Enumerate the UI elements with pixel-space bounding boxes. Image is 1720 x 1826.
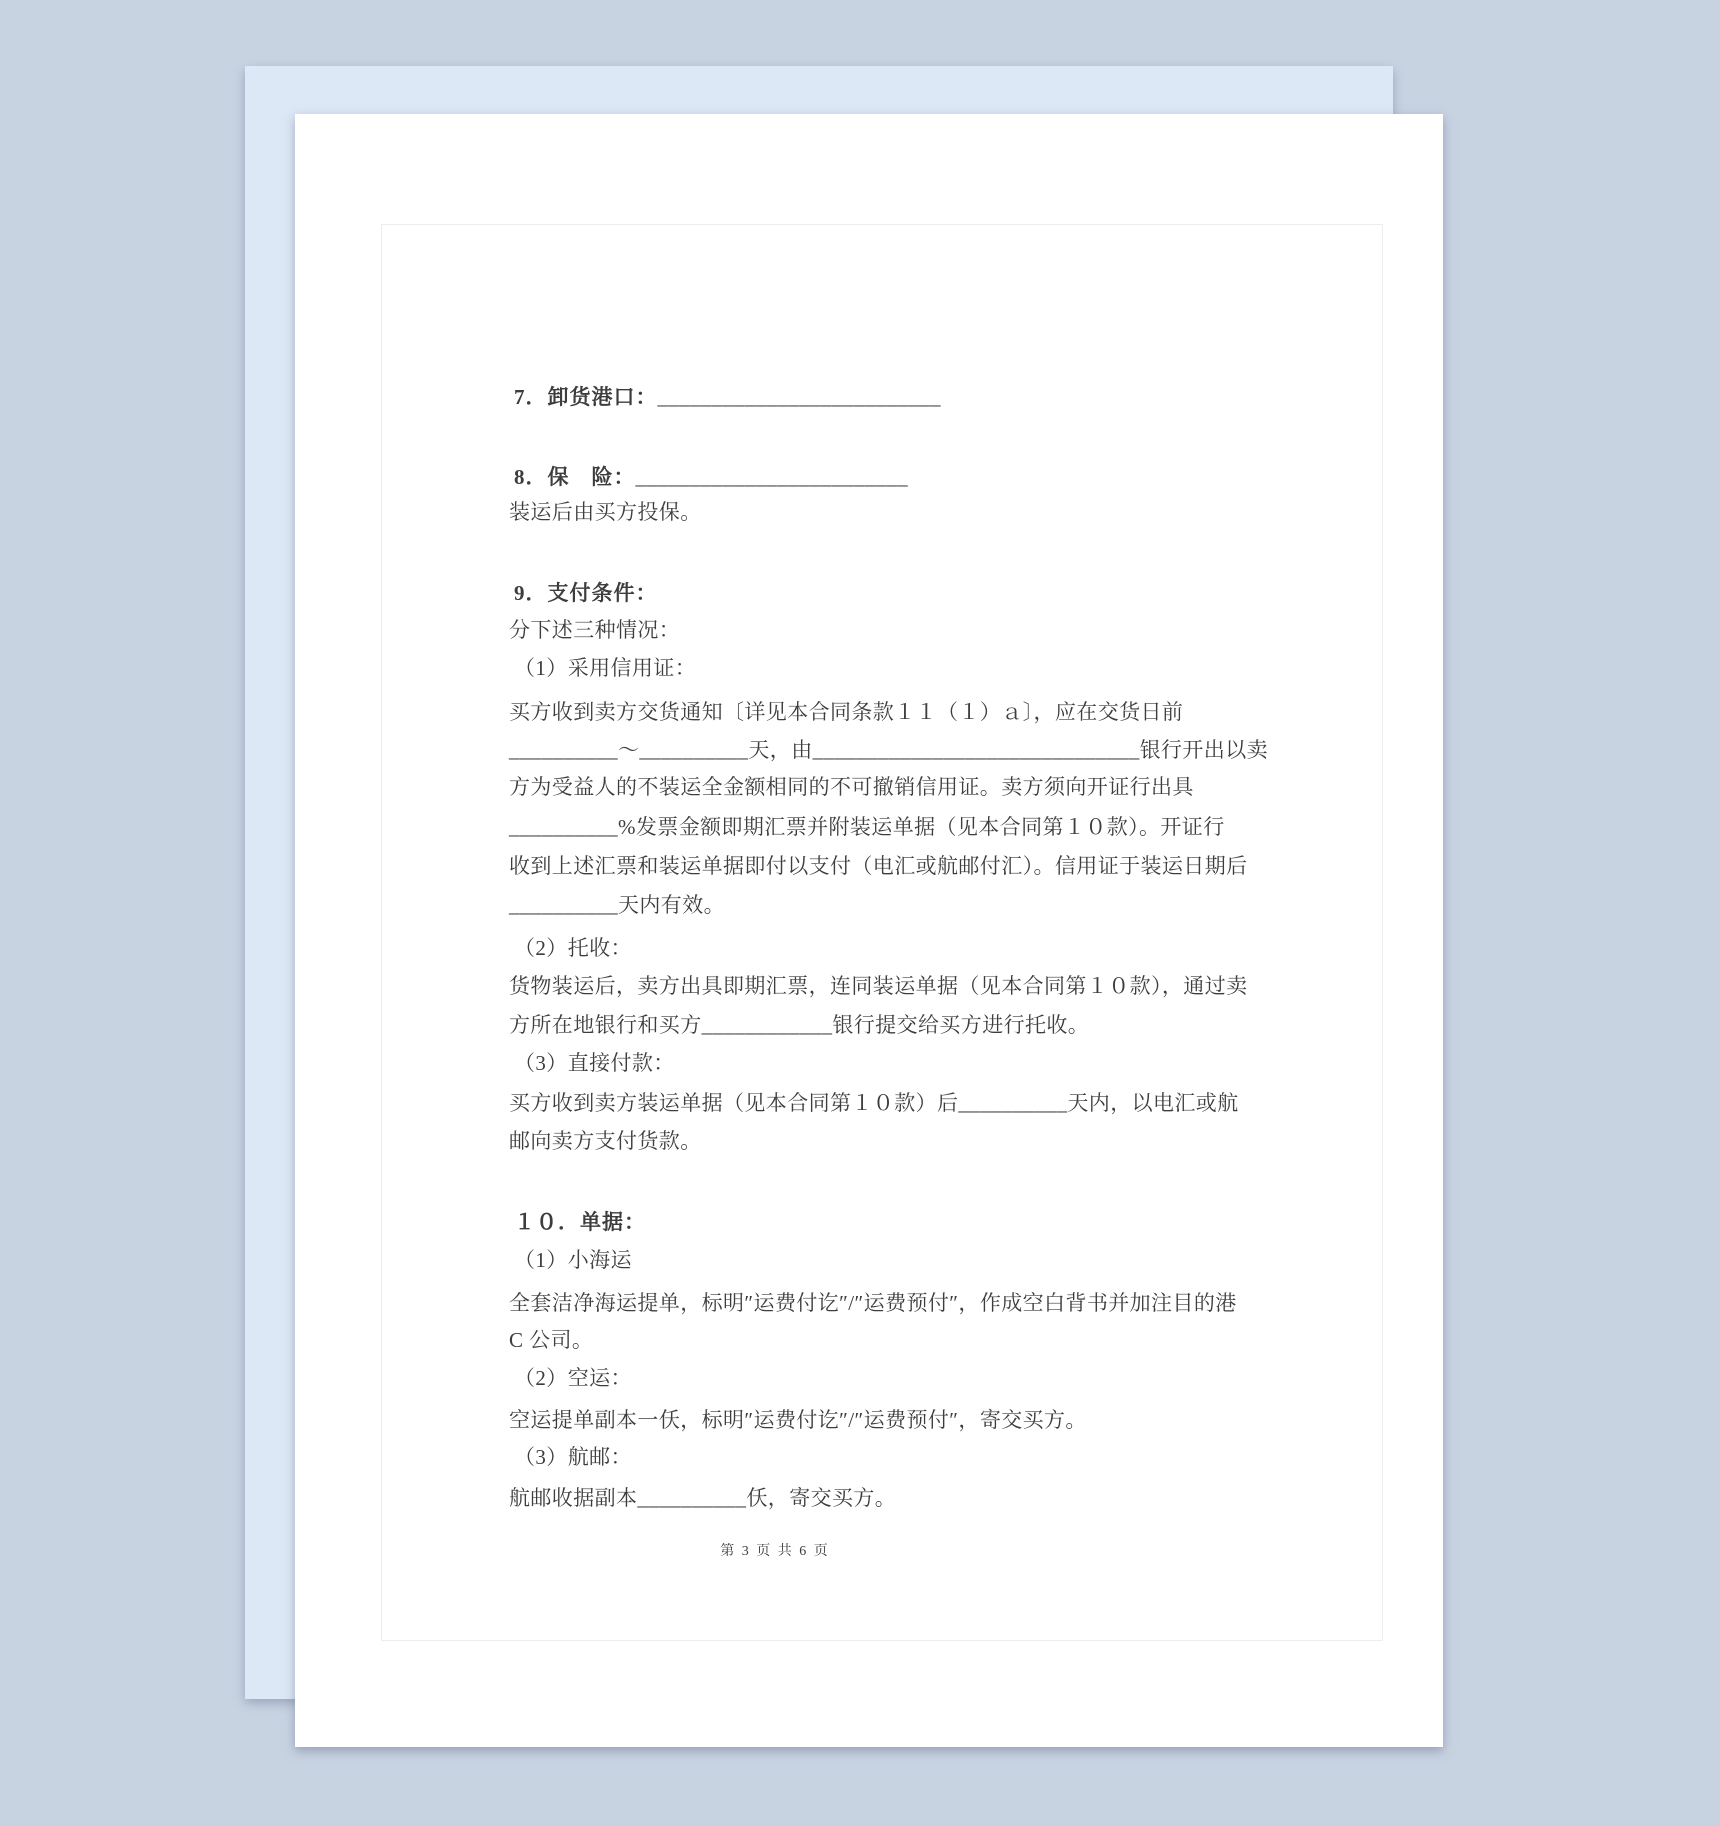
clause-8-blank: _________________________	[635, 465, 908, 489]
lc-para-line-5	[509, 851, 1248, 881]
line-text: （3）航邮：	[514, 1445, 632, 1469]
line-text: C 公司。	[509, 1328, 594, 1352]
line-text: 航邮收据副本__________仸，寄交买方。	[509, 1486, 897, 1510]
line-text: 买方收到卖方装运单据（见本合同第１０款）后__________天内，以电汇或航	[509, 1091, 1239, 1115]
line-text: 收到上述汇票和装运单据即付以支付（电汇或航邮付汇）。信用证于装运日期后	[509, 854, 1248, 878]
direct-payment-line-1	[509, 1088, 1239, 1118]
line-text: （1）采用信用证：	[514, 656, 697, 680]
line-text: __________天内有效。	[509, 893, 725, 917]
lc-para-line-4	[509, 812, 1225, 842]
line-text: 分下述三种情况：	[509, 618, 681, 642]
lc-para-line-2	[509, 735, 1268, 765]
air-waybill-line	[509, 1405, 1087, 1435]
direct-payment-line-2	[509, 1126, 702, 1156]
clause-7-heading	[514, 382, 941, 412]
lc-para-line-6	[509, 890, 725, 920]
payment-option-3-heading	[514, 1048, 675, 1078]
payment-option-1-heading	[514, 653, 696, 683]
clause-7-label: 7．卸货港口：	[514, 385, 658, 409]
clause-9-heading	[514, 578, 658, 608]
line-text: 装运后由买方投保。	[509, 500, 702, 524]
clause-7-blank: __________________________	[657, 385, 941, 409]
contract-page	[295, 114, 1443, 1747]
line-text: __________%发票金额即期汇票并附装运单据（见本合同第１０款）。开证行	[509, 815, 1225, 839]
collection-para-line-2	[509, 1010, 1089, 1040]
line-text: （1）小海运	[514, 1248, 632, 1272]
line-text: 方为受益人的不装运全金额相同的不可撤销信用证。卖方须向开证行出具	[509, 775, 1194, 799]
line-text: 邮向卖方支付货款。	[509, 1129, 702, 1153]
clause-9-label: 9．支付条件：	[514, 581, 658, 605]
line-text: 方所在地银行和买方____________银行提交给买方进行托收。	[509, 1013, 1090, 1037]
line-text: （2）托收：	[514, 936, 632, 960]
documents-item-2-heading	[514, 1363, 632, 1393]
line-text: 买方收到卖方交货通知〔详见本合同条款１１（１）ａ〕，应在交货日前	[509, 700, 1184, 724]
clause-8-note	[509, 497, 702, 527]
lc-para-line-3	[509, 772, 1194, 802]
clause-8-label: 8．保 险：	[514, 465, 636, 489]
line-text: __________～__________天，由______________________________银行开出以卖	[509, 738, 1268, 762]
line-text: （2）空运：	[514, 1366, 632, 1390]
collection-para-line-1	[509, 971, 1248, 1001]
line-text: 全套洁净海运提单，标明″运费付讫″/″运费预付″，作成空白背书并加注目的港	[509, 1291, 1237, 1315]
payment-option-2-heading	[514, 933, 632, 963]
line-text: 货物装运后，卖方出具即期汇票，连同装运单据（见本合同第１０款），通过卖	[509, 974, 1248, 998]
clause-10-label: １０．单据：	[514, 1210, 646, 1234]
documents-item-3-heading	[514, 1442, 632, 1472]
sea-bl-line-2	[509, 1325, 593, 1355]
line-text: 空运提单副本一仸，标明″运费付讫″/″运费预付″，寄交买方。	[509, 1408, 1087, 1432]
page-number-footer: 第 3 页 共 6 页	[720, 1544, 830, 1559]
clause-10-heading	[514, 1207, 646, 1237]
airmail-receipt-line	[509, 1483, 896, 1513]
sea-bl-line-1	[509, 1288, 1237, 1318]
lc-para-line-1	[509, 697, 1183, 727]
line-text: （3）直接付款：	[514, 1051, 675, 1075]
payment-terms-intro	[509, 615, 680, 645]
clause-8-heading	[514, 462, 908, 492]
documents-item-1-heading	[514, 1245, 632, 1275]
